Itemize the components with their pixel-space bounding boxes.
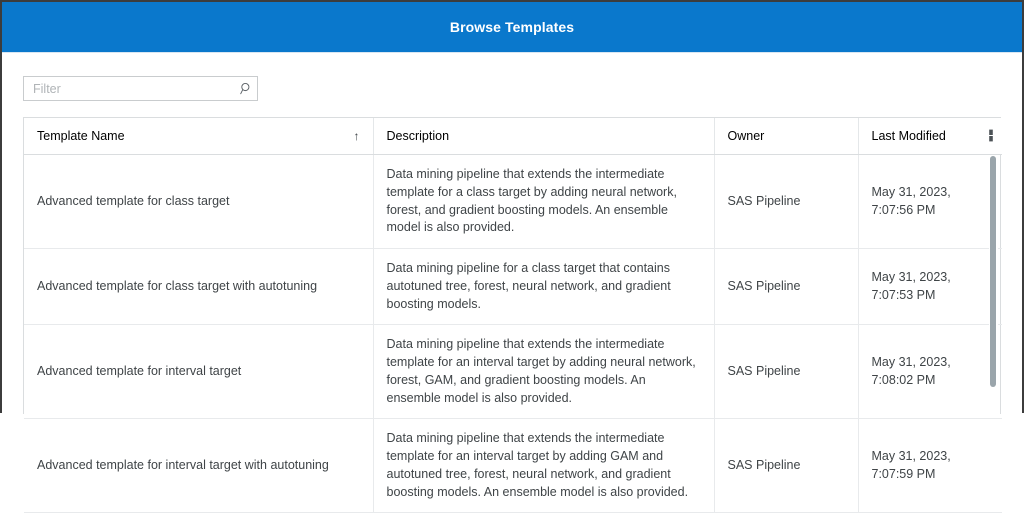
cell-description: Data mining pipeline for a class target that contains autotuned tree, forest, neural network, and gradient boosting models. xyxy=(373,249,714,325)
filter-row xyxy=(23,53,1001,117)
column-header-description[interactable] xyxy=(373,118,714,155)
cell-template-name: Advanced template for interval target xyxy=(24,325,373,419)
cell-owner: SAS Pipeline xyxy=(714,249,858,325)
search-icon[interactable] xyxy=(235,77,257,100)
column-header-owner-label: Owner xyxy=(727,129,765,143)
table-vertical-scrollbar[interactable] xyxy=(989,155,998,414)
cell-last-modified: May 31, 2023, 7:08:02 PM xyxy=(858,325,1002,419)
window-content xyxy=(2,53,1022,499)
cell-description: Data mining pipeline that extends the intermediate template for an interval target by adding GAM and autotuned tree, forest, neural network, and gradient boosting models. An ensemble model is also provided. xyxy=(373,419,714,513)
cell-owner: SAS Pipeline xyxy=(714,325,858,419)
cell-owner: SAS Pipeline xyxy=(714,155,858,249)
templates-table xyxy=(23,117,1001,499)
templates-grid xyxy=(24,118,1002,513)
scrollbar-thumb[interactable] xyxy=(990,156,996,387)
table-header-row xyxy=(24,118,1002,155)
sort-ascending-icon[interactable]: ↑ xyxy=(353,129,360,143)
table-row[interactable] xyxy=(24,419,1002,513)
table-row[interactable] xyxy=(24,155,1002,249)
column-header-owner[interactable] xyxy=(714,118,858,155)
table-body xyxy=(24,155,1002,513)
table-row[interactable] xyxy=(24,249,1002,325)
page-title: Browse Templates xyxy=(449,19,575,35)
column-header-description-label: Description xyxy=(386,129,450,143)
column-header-last-modified[interactable] xyxy=(858,118,1002,155)
column-header-last-modified-label: Last Modified xyxy=(871,129,946,143)
window-titlebar xyxy=(2,2,1022,53)
table-header xyxy=(24,118,1002,155)
cell-template-name: Advanced template for class target with autotuning xyxy=(24,249,373,325)
cell-template-name: Advanced template for class target xyxy=(24,155,373,249)
cell-last-modified: May 31, 2023, 7:07:56 PM xyxy=(858,155,1002,249)
column-header-template-name[interactable] xyxy=(24,118,373,155)
column-header-template-name-label: Template Name xyxy=(37,129,125,143)
filter-input[interactable] xyxy=(24,77,235,100)
cell-last-modified: May 31, 2023, 7:07:53 PM xyxy=(858,249,1002,325)
more-vertical-icon[interactable] xyxy=(984,127,998,145)
cell-last-modified: May 31, 2023, 7:07:59 PM xyxy=(858,419,1002,513)
cell-description: Data mining pipeline that extends the intermediate template for a class target by adding neural network, forest, and gradient boosting models. An ensemble model is also provided. xyxy=(373,155,714,249)
cell-description: Data mining pipeline that extends the intermediate template for an interval target by adding neural network, forest, GAM, and gradient boosting models. An ensemble model is also provided. xyxy=(373,325,714,419)
cell-template-name: Advanced template for interval target with autotuning xyxy=(24,419,373,513)
cell-owner: SAS Pipeline xyxy=(714,419,858,513)
table-row[interactable] xyxy=(24,325,1002,419)
filter-box[interactable] xyxy=(23,76,258,101)
